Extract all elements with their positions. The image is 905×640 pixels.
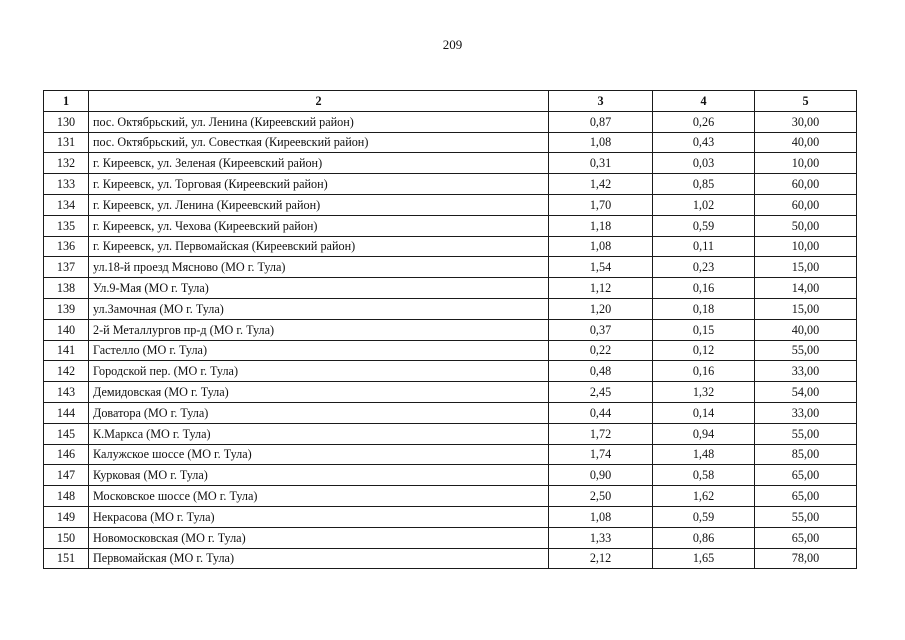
value-col5-cell: 55,00 bbox=[755, 340, 857, 361]
table-row bbox=[44, 111, 857, 132]
value-col5-cell: 55,00 bbox=[755, 506, 857, 527]
value-col5-cell: 30,00 bbox=[755, 111, 857, 132]
value-col3-cell: 2,12 bbox=[549, 548, 653, 569]
table-row bbox=[44, 465, 857, 486]
value-col4-cell: 0,15 bbox=[653, 319, 755, 340]
value-col3-cell: 0,44 bbox=[549, 402, 653, 423]
value-col5-cell: 50,00 bbox=[755, 215, 857, 236]
table-row bbox=[44, 402, 857, 423]
value-col3-cell: 0,22 bbox=[549, 340, 653, 361]
value-col3-cell: 1,08 bbox=[549, 236, 653, 257]
value-col3-cell: 1,72 bbox=[549, 423, 653, 444]
row-number-cell: 146 bbox=[44, 444, 89, 465]
table-body bbox=[44, 111, 857, 569]
value-col5-cell: 33,00 bbox=[755, 361, 857, 382]
row-number-cell: 135 bbox=[44, 215, 89, 236]
value-col3-cell: 2,45 bbox=[549, 382, 653, 403]
data-table bbox=[43, 90, 857, 569]
table-row bbox=[44, 382, 857, 403]
column-header-4: 4 bbox=[653, 91, 755, 112]
street-name-cell: г. Киреевск, ул. Чехова (Киреевский район) bbox=[89, 215, 549, 236]
value-col4-cell: 0,43 bbox=[653, 132, 755, 153]
value-col4-cell: 0,26 bbox=[653, 111, 755, 132]
value-col4-cell: 0,16 bbox=[653, 278, 755, 299]
value-col4-cell: 0,23 bbox=[653, 257, 755, 278]
street-name-cell: К.Маркса (МО г. Тула) bbox=[89, 423, 549, 444]
value-col3-cell: 1,33 bbox=[549, 527, 653, 548]
street-name-cell: г. Киреевск, ул. Первомайская (Киреевский район) bbox=[89, 236, 549, 257]
value-col3-cell: 0,90 bbox=[549, 465, 653, 486]
column-header-2: 2 bbox=[89, 91, 549, 112]
value-col3-cell: 0,87 bbox=[549, 111, 653, 132]
value-col5-cell: 65,00 bbox=[755, 465, 857, 486]
table-row bbox=[44, 278, 857, 299]
value-col3-cell: 1,20 bbox=[549, 298, 653, 319]
value-col3-cell: 0,48 bbox=[549, 361, 653, 382]
table-row bbox=[44, 236, 857, 257]
column-header-3: 3 bbox=[549, 91, 653, 112]
table-row bbox=[44, 423, 857, 444]
value-col5-cell: 65,00 bbox=[755, 486, 857, 507]
column-header-5: 5 bbox=[755, 91, 857, 112]
table-row bbox=[44, 361, 857, 382]
value-col4-cell: 0,14 bbox=[653, 402, 755, 423]
table-row bbox=[44, 340, 857, 361]
value-col5-cell: 14,00 bbox=[755, 278, 857, 299]
value-col5-cell: 40,00 bbox=[755, 132, 857, 153]
value-col3-cell: 1,18 bbox=[549, 215, 653, 236]
street-name-cell: ул.Замочная (МО г. Тула) bbox=[89, 298, 549, 319]
value-col5-cell: 85,00 bbox=[755, 444, 857, 465]
street-name-cell: пос. Октябрьский, ул. Совесткая (Киреевский район) bbox=[89, 132, 549, 153]
street-name-cell: г. Киреевск, ул. Ленина (Киреевский район) bbox=[89, 194, 549, 215]
value-col3-cell: 1,74 bbox=[549, 444, 653, 465]
table-header bbox=[44, 91, 857, 112]
value-col4-cell: 0,03 bbox=[653, 153, 755, 174]
row-number-cell: 138 bbox=[44, 278, 89, 299]
table-row bbox=[44, 527, 857, 548]
table-row bbox=[44, 486, 857, 507]
street-name-cell: Первомайская (МО г. Тула) bbox=[89, 548, 549, 569]
value-col5-cell: 78,00 bbox=[755, 548, 857, 569]
table-row bbox=[44, 298, 857, 319]
street-name-cell: Городской пер. (МО г. Тула) bbox=[89, 361, 549, 382]
value-col3-cell: 1,08 bbox=[549, 506, 653, 527]
table-row bbox=[44, 132, 857, 153]
value-col5-cell: 54,00 bbox=[755, 382, 857, 403]
street-name-cell: г. Киреевск, ул. Торговая (Киреевский район) bbox=[89, 174, 549, 195]
table-row bbox=[44, 257, 857, 278]
value-col5-cell: 55,00 bbox=[755, 423, 857, 444]
value-col4-cell: 0,59 bbox=[653, 215, 755, 236]
row-number-cell: 137 bbox=[44, 257, 89, 278]
value-col3-cell: 1,54 bbox=[549, 257, 653, 278]
value-col4-cell: 0,85 bbox=[653, 174, 755, 195]
table-row bbox=[44, 153, 857, 174]
value-col4-cell: 1,65 bbox=[653, 548, 755, 569]
value-col4-cell: 0,11 bbox=[653, 236, 755, 257]
value-col4-cell: 1,48 bbox=[653, 444, 755, 465]
table-row bbox=[44, 215, 857, 236]
street-name-cell: Некрасова (МО г. Тула) bbox=[89, 506, 549, 527]
row-number-cell: 140 bbox=[44, 319, 89, 340]
row-number-cell: 141 bbox=[44, 340, 89, 361]
street-name-cell: г. Киреевск, ул. Зеленая (Киреевский район) bbox=[89, 153, 549, 174]
row-number-cell: 150 bbox=[44, 527, 89, 548]
street-name-cell: Гастелло (МО г. Тула) bbox=[89, 340, 549, 361]
row-number-cell: 144 bbox=[44, 402, 89, 423]
header-row bbox=[44, 91, 857, 112]
value-col4-cell: 0,59 bbox=[653, 506, 755, 527]
row-number-cell: 145 bbox=[44, 423, 89, 444]
street-name-cell: Ул.9-Мая (МО г. Тула) bbox=[89, 278, 549, 299]
row-number-cell: 142 bbox=[44, 361, 89, 382]
street-name-cell: Демидовская (МО г. Тула) bbox=[89, 382, 549, 403]
value-col4-cell: 1,62 bbox=[653, 486, 755, 507]
row-number-cell: 132 bbox=[44, 153, 89, 174]
value-col5-cell: 60,00 bbox=[755, 174, 857, 195]
street-name-cell: Новомосковская (МО г. Тула) bbox=[89, 527, 549, 548]
row-number-cell: 139 bbox=[44, 298, 89, 319]
row-number-cell: 131 bbox=[44, 132, 89, 153]
row-number-cell: 130 bbox=[44, 111, 89, 132]
table-row bbox=[44, 174, 857, 195]
street-name-cell: 2-й Металлургов пр-д (МО г. Тула) bbox=[89, 319, 549, 340]
value-col5-cell: 33,00 bbox=[755, 402, 857, 423]
value-col5-cell: 10,00 bbox=[755, 153, 857, 174]
row-number-cell: 147 bbox=[44, 465, 89, 486]
value-col4-cell: 0,86 bbox=[653, 527, 755, 548]
row-number-cell: 148 bbox=[44, 486, 89, 507]
value-col5-cell: 60,00 bbox=[755, 194, 857, 215]
value-col5-cell: 10,00 bbox=[755, 236, 857, 257]
row-number-cell: 134 bbox=[44, 194, 89, 215]
street-name-cell: Калужское шоссе (МО г. Тула) bbox=[89, 444, 549, 465]
value-col5-cell: 40,00 bbox=[755, 319, 857, 340]
row-number-cell: 149 bbox=[44, 506, 89, 527]
row-number-cell: 143 bbox=[44, 382, 89, 403]
value-col4-cell: 0,58 bbox=[653, 465, 755, 486]
value-col4-cell: 0,18 bbox=[653, 298, 755, 319]
street-name-cell: ул.18-й проезд Мясново (МО г. Тула) bbox=[89, 257, 549, 278]
value-col4-cell: 0,12 bbox=[653, 340, 755, 361]
row-number-cell: 133 bbox=[44, 174, 89, 195]
value-col4-cell: 0,16 bbox=[653, 361, 755, 382]
value-col4-cell: 0,94 bbox=[653, 423, 755, 444]
value-col3-cell: 1,08 bbox=[549, 132, 653, 153]
table-row bbox=[44, 548, 857, 569]
street-name-cell: пос. Октябрьский, ул. Ленина (Киреевский район) bbox=[89, 111, 549, 132]
value-col3-cell: 0,31 bbox=[549, 153, 653, 174]
value-col4-cell: 1,32 bbox=[653, 382, 755, 403]
value-col4-cell: 1,02 bbox=[653, 194, 755, 215]
table-row bbox=[44, 506, 857, 527]
table-row bbox=[44, 194, 857, 215]
value-col3-cell: 0,37 bbox=[549, 319, 653, 340]
row-number-cell: 151 bbox=[44, 548, 89, 569]
column-header-1: 1 bbox=[44, 91, 89, 112]
value-col5-cell: 15,00 bbox=[755, 298, 857, 319]
street-name-cell: Курковая (МО г. Тула) bbox=[89, 465, 549, 486]
value-col5-cell: 65,00 bbox=[755, 527, 857, 548]
table-row bbox=[44, 319, 857, 340]
page-number: 209 bbox=[442, 37, 463, 52]
street-name-cell: Московское шоссе (МО г. Тула) bbox=[89, 486, 549, 507]
value-col3-cell: 1,42 bbox=[549, 174, 653, 195]
row-number-cell: 136 bbox=[44, 236, 89, 257]
table-row bbox=[44, 444, 857, 465]
street-name-cell: Доватора (МО г. Тула) bbox=[89, 402, 549, 423]
value-col3-cell: 1,70 bbox=[549, 194, 653, 215]
value-col5-cell: 15,00 bbox=[755, 257, 857, 278]
value-col3-cell: 2,50 bbox=[549, 486, 653, 507]
value-col3-cell: 1,12 bbox=[549, 278, 653, 299]
